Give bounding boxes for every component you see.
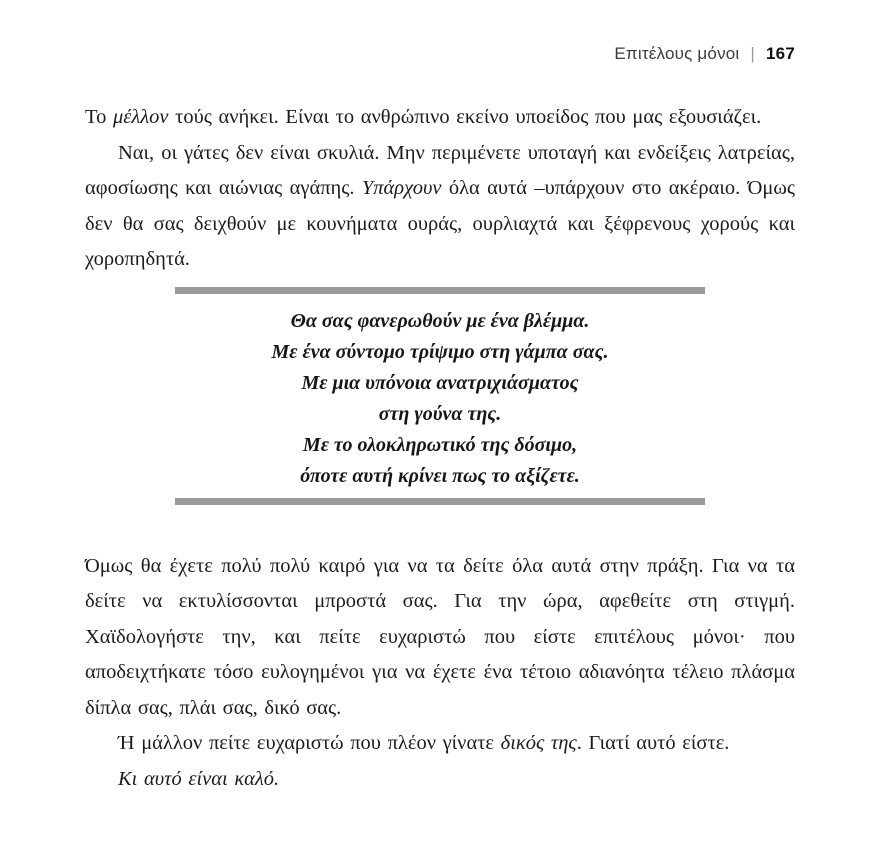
quote-line: Θα σας φανερωθούν με ένα βλέμμα. xyxy=(290,309,590,332)
italic-text: Κι αυτό είναι καλό. xyxy=(118,767,280,790)
italic-text: δικός της xyxy=(500,732,577,754)
text-segment: . Γιατί αυτό είστε. xyxy=(576,732,730,754)
body-paragraph xyxy=(85,100,795,136)
paragraphs-after-quote xyxy=(85,549,795,798)
text-segment: Ναι, οι γάτες δεν είναι σκυλιά. Μην περιμένετε υποταγή και ενδείξεις λατρείας, αφοσίωσης και αιώνιας αγάπης. xyxy=(85,141,795,199)
text-segment: τούς ανήκει. Είναι το ανθρώπινο εκείνο υποείδος που μας εξουσιάζει. xyxy=(168,106,762,128)
page-number: 167 xyxy=(766,44,795,63)
italic-text: Υπάρχουν xyxy=(361,177,442,199)
text-segment: Το xyxy=(85,106,113,128)
quote-line: όποτε αυτή κρίνει πως το αξίζετε. xyxy=(300,464,580,487)
text-segment: Ή μάλλον πείτε ευχαριστώ που πλέον γίνατε xyxy=(118,732,501,754)
body-paragraph xyxy=(85,762,795,798)
quote-line: στη γούνα της. xyxy=(378,402,502,425)
quote-lines xyxy=(85,294,795,498)
italic-text: μέλλον xyxy=(113,106,169,128)
quote-block xyxy=(85,287,795,505)
text-segment: Όμως θα έχετε πολύ πολύ καιρό για να τα δείτε όλα αυτά στην πράξη. Για να τα δείτε να εκτυλίσσονται μπροστά σας. Για την ώρα, αφεθείτε στη στιγμή. Χαϊδολογήστε την, και πείτε ευχαριστώ που είστε επιτέλους μόνοι· που αποδειχτήκατε τόσο ευλογημένοι για να έχετε ένα τέτοιο αδιανόητα τέλειο πλάσμα δίπλα σας, πλάι σας, δικό σας. xyxy=(85,554,795,719)
body-paragraph xyxy=(85,136,795,278)
running-head xyxy=(85,0,795,64)
quote-line: Με ένα σύντομο τρίψιμο στη γάμπα σας. xyxy=(271,340,609,363)
header-separator: | xyxy=(750,44,756,63)
quote-rule-top xyxy=(175,287,705,294)
body-paragraph xyxy=(85,549,795,727)
chapter-title: Επιτέλους μόνοι xyxy=(614,44,740,63)
paragraphs-before-quote xyxy=(85,100,795,278)
body-paragraph xyxy=(85,726,795,762)
page-content xyxy=(85,100,795,797)
quote-line: Με το ολοκληρωτικό της δόσιμο, xyxy=(302,433,578,456)
text-segment: όλα αυτά –υπάρχουν στο ακέραιο. Όμως δεν θα σας δειχθούν με κουνήματα ουράς, ουρλιαχτά και ξέφρενους χορούς και χοροπηδητά. xyxy=(85,177,795,270)
quote-rule-bottom xyxy=(175,498,705,505)
quote-line: Με μια υπόνοια ανατριχιάσματος xyxy=(301,371,579,394)
